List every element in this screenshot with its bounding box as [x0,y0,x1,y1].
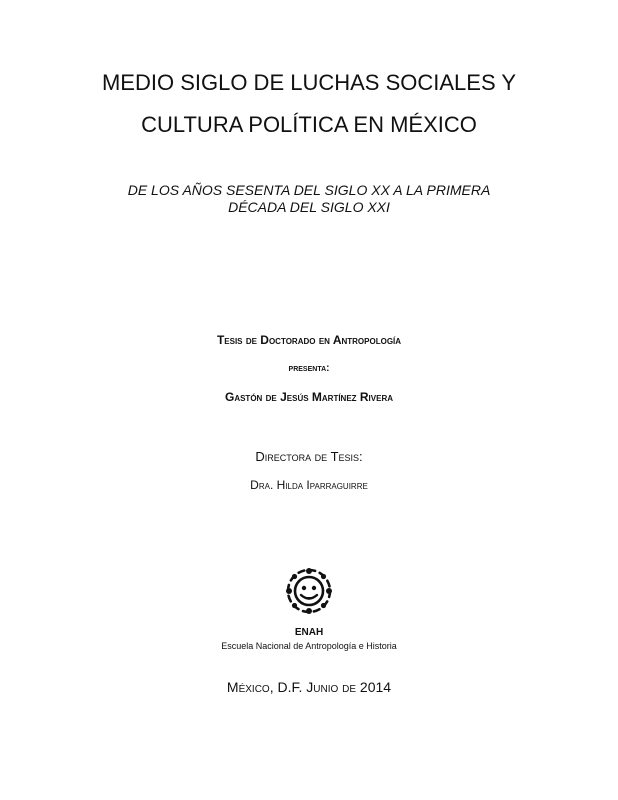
title-line-2: CULTURA POLÍTICA EN MÉXICO [141,112,477,137]
subtitle-line-2: DÉCADA DEL SIGLO XXI [228,199,390,215]
title-line-1: MEDIO SIGLO DE LUCHAS SOCIALES Y [101,70,517,95]
enah-sun-emblem-icon [284,566,334,616]
place-date: México, D.F. Junio de 2014 [226,679,392,695]
director-name: Dra. Hilda Iparraguirre [250,478,368,492]
thesis-degree: Tesis de Doctorado en Antropología [216,333,402,347]
institution-name: Escuela Nacional de Antropología e Historia [221,641,397,651]
director-label: Directora de Tesis: [255,449,363,464]
subtitle [0,182,618,216]
thesis-presenta: presenta: [288,363,330,374]
subtitle-line-1: DE LOS AÑOS SESENTA DEL SIGLO XX A LA PRIMERA [127,182,491,198]
institution-abbr: ENAH [294,627,324,638]
thesis-author: Gastón de Jesús Martínez Rivera [224,390,394,404]
